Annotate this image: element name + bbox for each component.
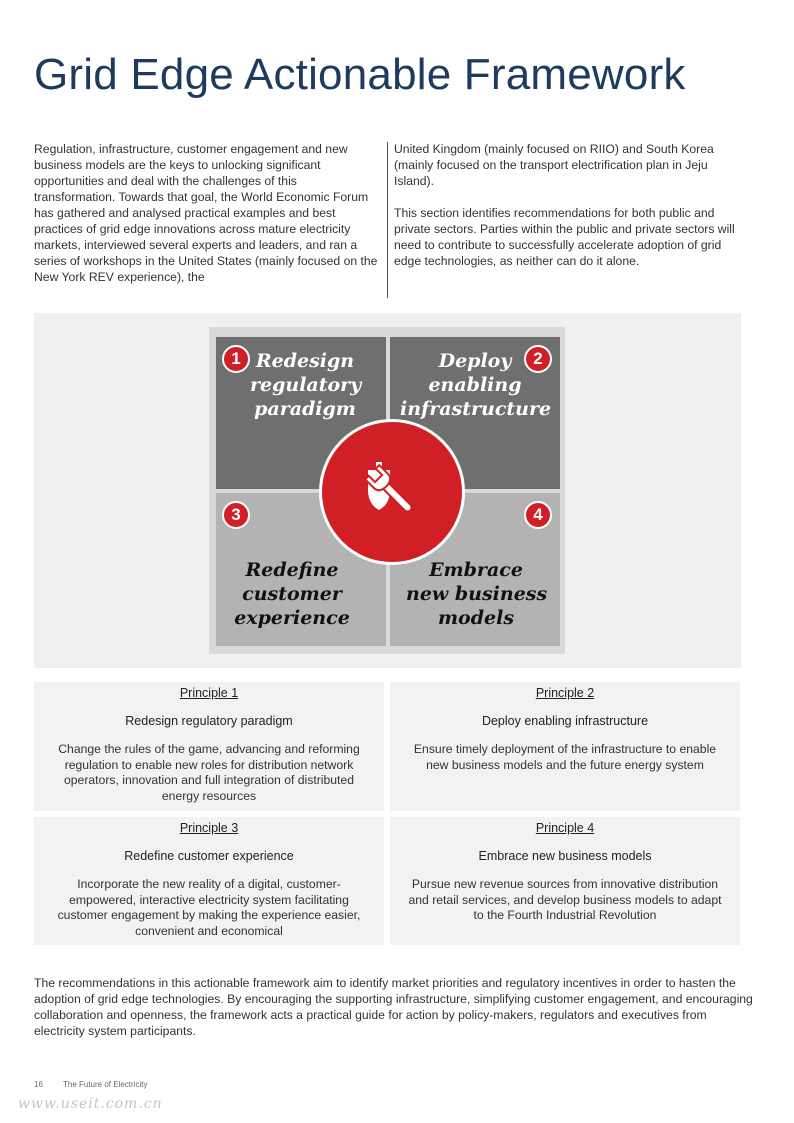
principle-label: Principle 1 [179,686,239,700]
page-title: Grid Edge Actionable Framework [34,50,686,99]
intro-paragraph: United Kingdom (mainly focused on RIIO) and South Korea (mainly focused on the transport electrification plan in Jeju Island). [394,142,714,188]
quadrant-number-badge: 2 [524,345,552,373]
quadrant-number-badge: 3 [222,501,250,529]
principle-description: Ensure timely deployment of the infrastructure to enable new business models and the future energy system [413,742,717,772]
principle-description: Change the rules of the game, advancing and reforming regulation to enable new roles for distribution network operators, innovation and full integration of distributed energy resources [58,742,360,803]
principle-title: Deploy enabling infrastructure [481,714,649,728]
principle-description: Incorporate the new reality of a digital, customer-empowered, interactive electricity system facilitating customer engagement by making the experience easier, convenient and economical [57,877,361,938]
quadrant-label: Redefine customer experience [234,559,350,629]
watermark: www.useit.com.cn [18,1096,163,1112]
page-number: 16 [34,1080,43,1089]
principle-card [34,817,384,945]
quadrant-label: Deploy enabling infrastructure [400,350,552,420]
publication-title: The Future of Electricity [62,1080,148,1089]
intro-left-column [34,141,379,301]
quadrant-label: Redesign regulatory paradigm [250,350,362,420]
column-divider [387,142,388,298]
tools-icon [360,460,424,524]
page-footer [34,1080,147,1089]
principle-card [390,682,740,811]
principle-label: Principle 4 [535,821,595,835]
quadrant-label: Embrace new business models [406,559,548,629]
principle-label: Principle 2 [535,686,595,700]
quadrant-number-badge: 1 [222,345,250,373]
intro-paragraph: This section identifies recommendations for both public and private sectors. Parties within the public and private sectors will need to contribute to successfully accelerate adoption of grid edge technologies, as neither can do it alone. [394,206,735,268]
framework-center-circle [319,419,465,565]
principle-description: Pursue new revenue sources from innovative distribution and retail services, and develop business models to adapt to the Fourth Industrial Revolution [408,877,722,922]
principle-title: Embrace new business models [478,849,652,863]
principle-title: Redefine customer experience [124,849,294,863]
principle-card [390,817,740,945]
principle-label: Principle 3 [179,821,239,835]
quadrant-number-badge: 4 [524,501,552,529]
principle-title: Redesign regulatory paradigm [125,714,293,728]
closing-paragraph: The recommendations in this actionable framework aim to identify market priorities and regulatory incentives in order to hasten the adoption of grid edge technologies. By encouraging the supporting infrastructure, simplifying customer engagement, and encouraging collaboration and openness, the framework acts a practical guide for action by policy-makers, regulators and executives from electricity system participants. [34,976,753,1038]
principle-card [34,682,384,811]
intro-right-column [394,141,744,285]
intro-paragraph: Regulation, infrastructure, customer engagement and new business models are the keys to unlocking significant opportunities and deal with the challenges of this transformation. Towards that goal, the World Economic Forum has gathered and analysed practical examples and best practices of grid edge innovations across mature electricity markets, interviewed several experts and leaders, and ran a series of workshops in the United States (mainly focused on the New York REV experience), the [34,142,378,284]
